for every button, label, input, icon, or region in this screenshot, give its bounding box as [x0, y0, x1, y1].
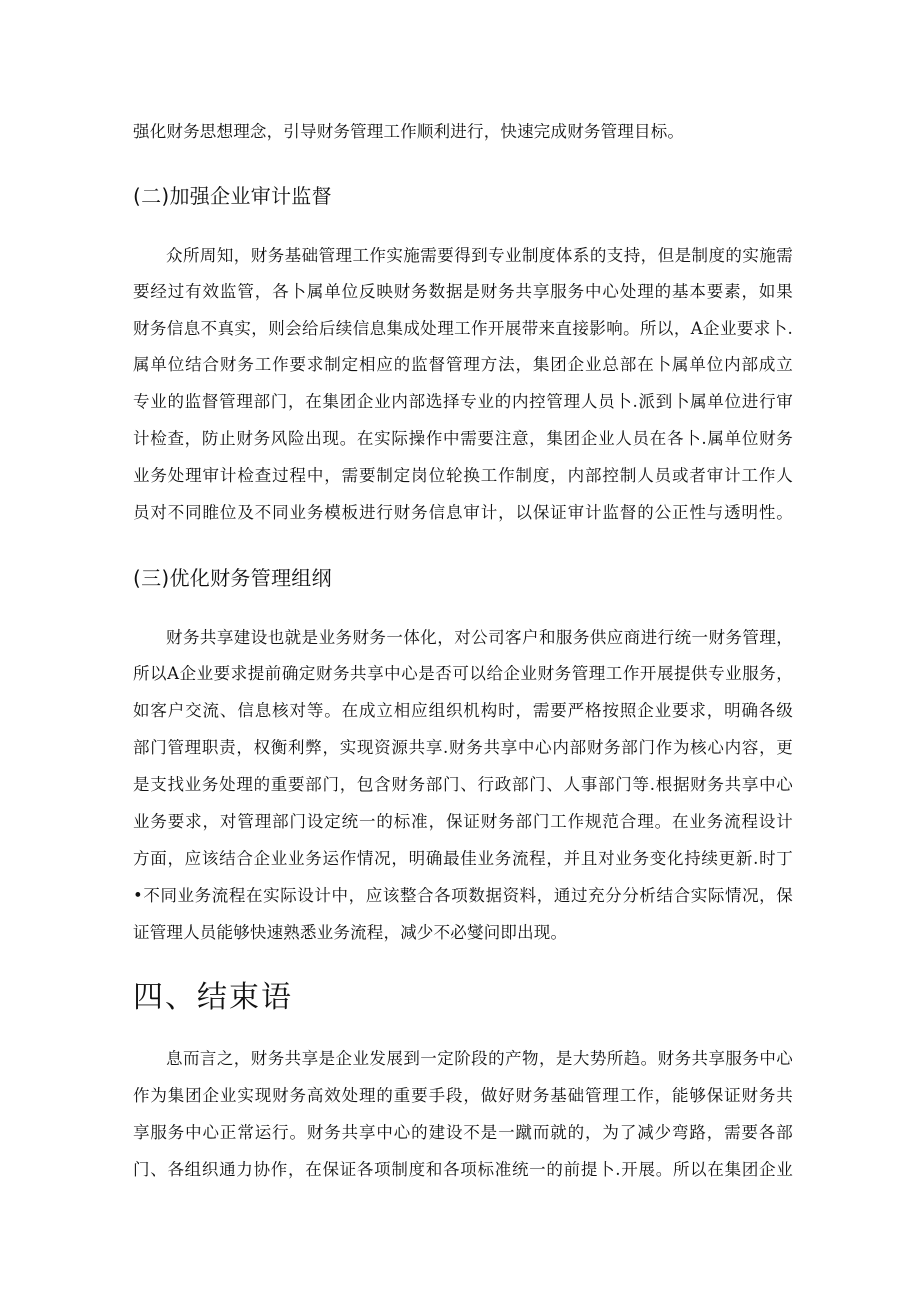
paragraph-line: 要经过有效监管，各卜属单位反映财务数据是财务共享服务中心处理的基本要素，如果	[133, 282, 793, 301]
paragraph-line: 部门管理职责，权衡利弊，实现资源共享.财务共享中心内部财务部门作为核心内容，更	[133, 738, 793, 757]
paragraph-line: 业务处理审计检查过程中，需要制定岗位轮换工作制度，内部控制人员或者审计工作人	[133, 466, 793, 485]
section-heading-3: (三)优化财务管理组纲	[133, 566, 332, 590]
paragraph-line: 证管理人员能够快速熟悉业务流程，减少不必燮问即出现。	[133, 923, 568, 942]
section-heading-2: (二)加强企业审计监督	[133, 184, 332, 208]
paragraph-line: 方面，应该结合企业业务运作情况，明确最佳业务流程，并且对业务变化持续更新.时丁	[133, 849, 793, 868]
paragraph-line: 财务信息不真实，则会给后续信息集成处理工作开展带来直接影响。所以，A企业要求卜.	[133, 319, 793, 338]
paragraph-line: •不同业务流程在实际设计中，应该整合各项数据资料，通过充分分析结合实际情况，保	[133, 886, 793, 905]
paragraph-line: 计检查，防止财务风险出现。在实际操作中需要注意，集团企业人员在各卜.属单位财务	[133, 429, 793, 448]
paragraph-line: 属单位结合财务工作要求制定相应的监督管理方法，集团企业总部在卜属单位内部成立	[133, 355, 793, 374]
paragraph-line: 门、各组织通力协作，在保证各项制度和各项标准统一的前提卜.开展。所以在集团企业	[133, 1160, 793, 1179]
paragraph-line: 是支找业务处理的重要部门，包含财务部门、行政部门、人事部门等.根据财务共享中心	[133, 775, 793, 794]
paragraph-line: 息而言之，财务共享是企业发展到一定阶段的产物，是大势所趋。财务共享服务中心	[166, 1049, 793, 1068]
paragraph-line: 享服务中心正常运行。财务共享中心的建设不是一蹴而就的，为了减少弯路，需要各部	[133, 1123, 793, 1142]
paragraph-line: 所以A企业要求提前确定财务共享中心是否可以给企业财务管理工作开展提供专业服务，	[133, 664, 793, 683]
paragraph-line: 众所周知，财务基础管理工作实施需要得到专业制度体系的支持，但是制度的实施需	[166, 246, 793, 265]
chapter-heading: 四、结束语	[133, 980, 293, 1015]
intro-line: 强化财务思想理念，引导财务管理工作顺利进行，快速完成财务管理目标。	[133, 122, 685, 141]
paragraph-line: 专业的监督管理部门，在集团企业内部选择专业的内控管理人员卜.派到卜属单位进行审	[133, 392, 793, 411]
paragraph-line: 作为集团企业实现财务高效处理的重要手段，做好财务基础管理工作，能够保证财务共	[133, 1086, 793, 1105]
paragraph-line: 员对不同睢位及不同业务模板进行财务信息审计，以保证审计监督的公正性与透明性。	[133, 503, 793, 522]
paragraph-line: 如客户交流、信息核对等。在成立相应组织机构时，需要严格按照企业要求，明确各级	[133, 701, 793, 720]
paragraph-line: 财务共享建设也就是业务财务一体化，对公司客户和服务供应商进行统一财务管理，	[166, 628, 793, 647]
paragraph-line: 业务要求，对管理部门设定统一的标准，保证财务部门工作规范合理。在业务流程设计	[133, 812, 793, 831]
